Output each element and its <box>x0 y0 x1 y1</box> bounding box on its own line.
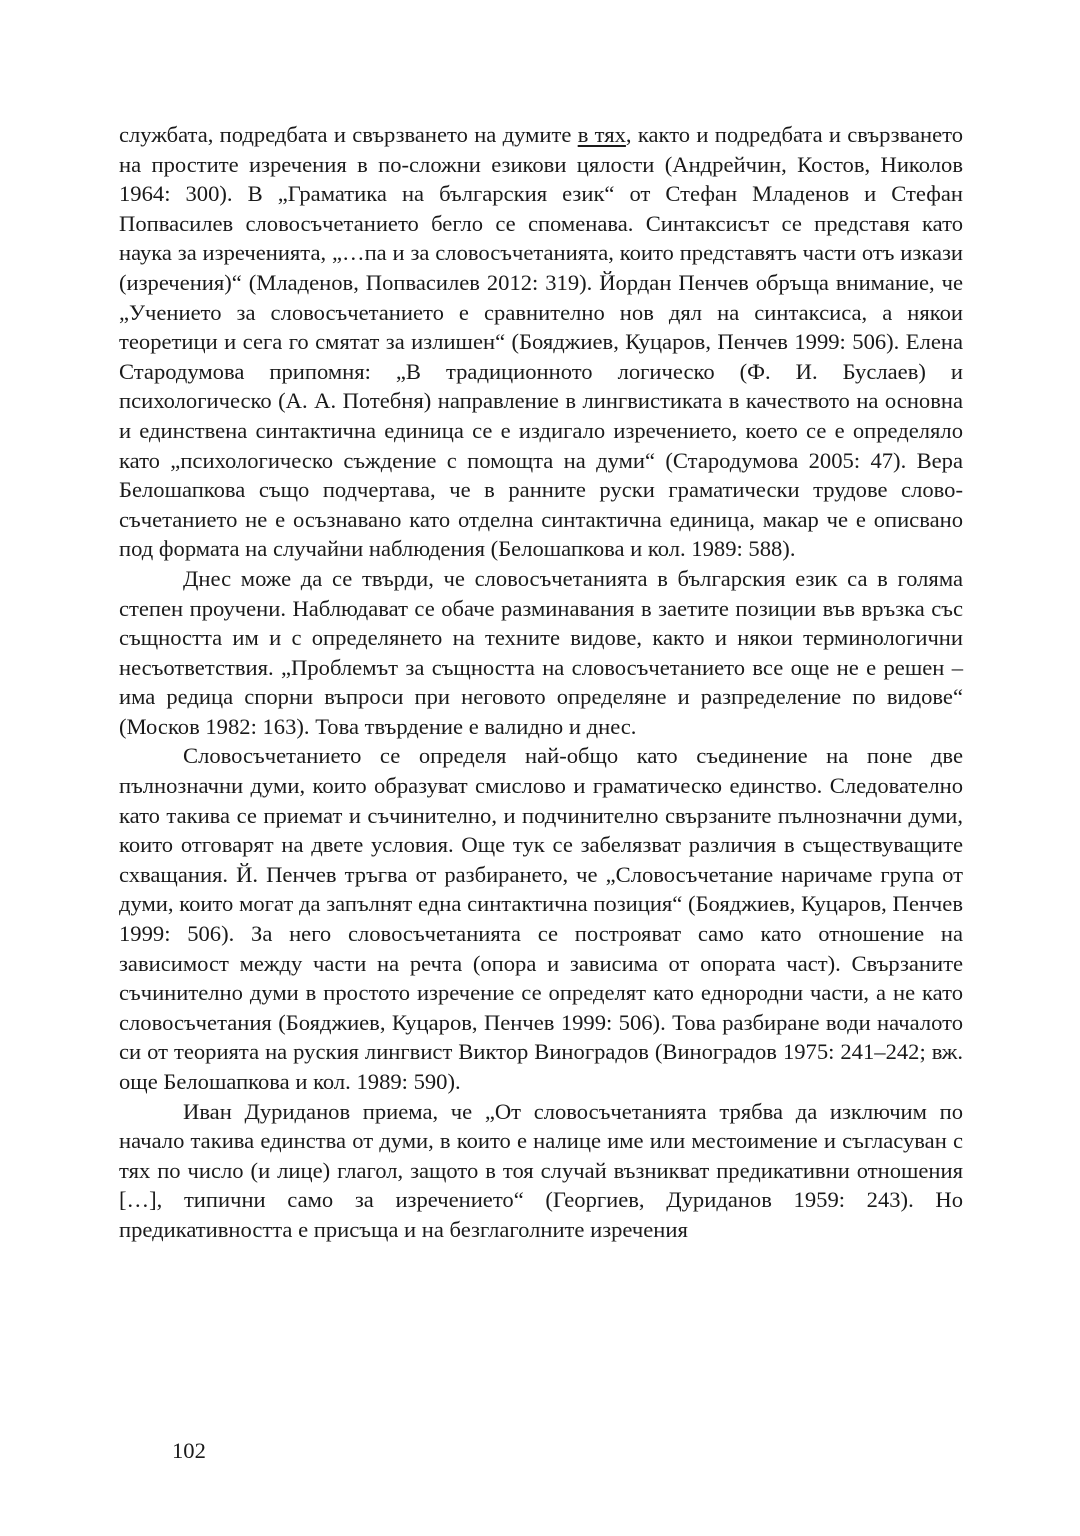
body-text <box>119 120 963 1245</box>
paragraph-1 <box>119 120 963 564</box>
underlined-phrase: в тях <box>577 122 626 147</box>
paragraph-1-rest: , както и подредбата и свързването на простите изречения в по-сложни езикови цялости (Андрейчин, Костов, Николов 1964: 300). В „Граматика на българския език“ от Стефан Младенов и Стефан Попвасилев словосъчетанието бегло се споменава. Синтаксисът се представя като наука за изреченията, „…па и за словосъчетанията, които представятъ части отъ изкази (изречения)“ (Младенов, Попвасилев 2012: 319). Йордан Пенчев обръща внимание, че „Учението за словосъчетанието е сравнително нов дял на синтаксиса, а някои теоретици и сега го смятат за излишен“ (Бояджиев, Куцаров, Пенчев 1999: 506). Елена Стародумова припомня: „В традиционното логическо (Ф. И. Буслаев) и психологическо (А. А. Потебня) направление в лингвистиката в качеството на основна и единствена синтактична единица се е издигало изречението, което се е определяло като „психологическо съждение с помощта на думи“ (Стародумова 2005: 47). Вера Белошапкова също подчертава, че в ранните руски граматически трудове словосъчетанието не е осъзнавано като отделна синтактична единица, макар че е описвано под формата на случайни наблюдения (Белошапкова и кол. 1989: 588). <box>119 122 963 562</box>
paragraph-4: Иван Дуриданов приема, че „От словосъчетанията трябва да изключим по начало такива единства от думи, в които е налице име или местоимение и съгласуван с тях по число (и лице) глагол, защото в тоя случай възникват предикативни отношения […], типични само за изречението“ (Георгиев, Дуриданов 1959: 243). Но предикативността е присъща и на безглаголните изречения <box>119 1098 963 1242</box>
paragraph-3: Словосъчетанието се определя най-общо като съединение на поне две пълнозначни думи, които образуват смислово и граматическо единство. Следователно като такива се приемат и съчинително, и подчинително свързаните пълнозначни думи, които отговарят на двете условия. Още тук се забелязват различия в съществуващите схващания. Й. Пенчев тръгва от разбирането, че „Словосъчетание наричаме група от думи, които могат да запълнят една синтактична позиция“ (Бояджиев, Куцаров, Пенчев 1999: 506). За него словосъчетанията се построяват само като отношение на зависимост между части на речта (опора и зависима от опората част). Свързаните съчинително думи в простото изречение се определят като еднородни части, а не като словосъчетания (Бояджиев, Куцаров, Пенчев 1999: 506). Това разбиране води началото си от теорията на руския лингвист Виктор Виноградов (Виноградов 1975: 241–242; вж. още Белошапкова и кол. 1989: 590). <box>119 743 963 1094</box>
paragraph-2: Днес може да се твърди, че словосъчетанията в българския език са в голяма степен проучени. Наблюдават се обаче разминавания в заетите позиции във връзка със същността им и с определянето на техните видове, както и някои терминологични несъответствия. „Проблемът за същността на словосъчетанието все още не е решен – има редица спорни въпроси при неговото определяне и разпределение по видове“ (Москов 1982: 163). Това твърдение е валидно и днес. <box>119 565 963 739</box>
paragraph-1-start: службата, подредбата и свързването на думите <box>119 122 578 147</box>
page-number: 102 <box>172 1438 206 1463</box>
